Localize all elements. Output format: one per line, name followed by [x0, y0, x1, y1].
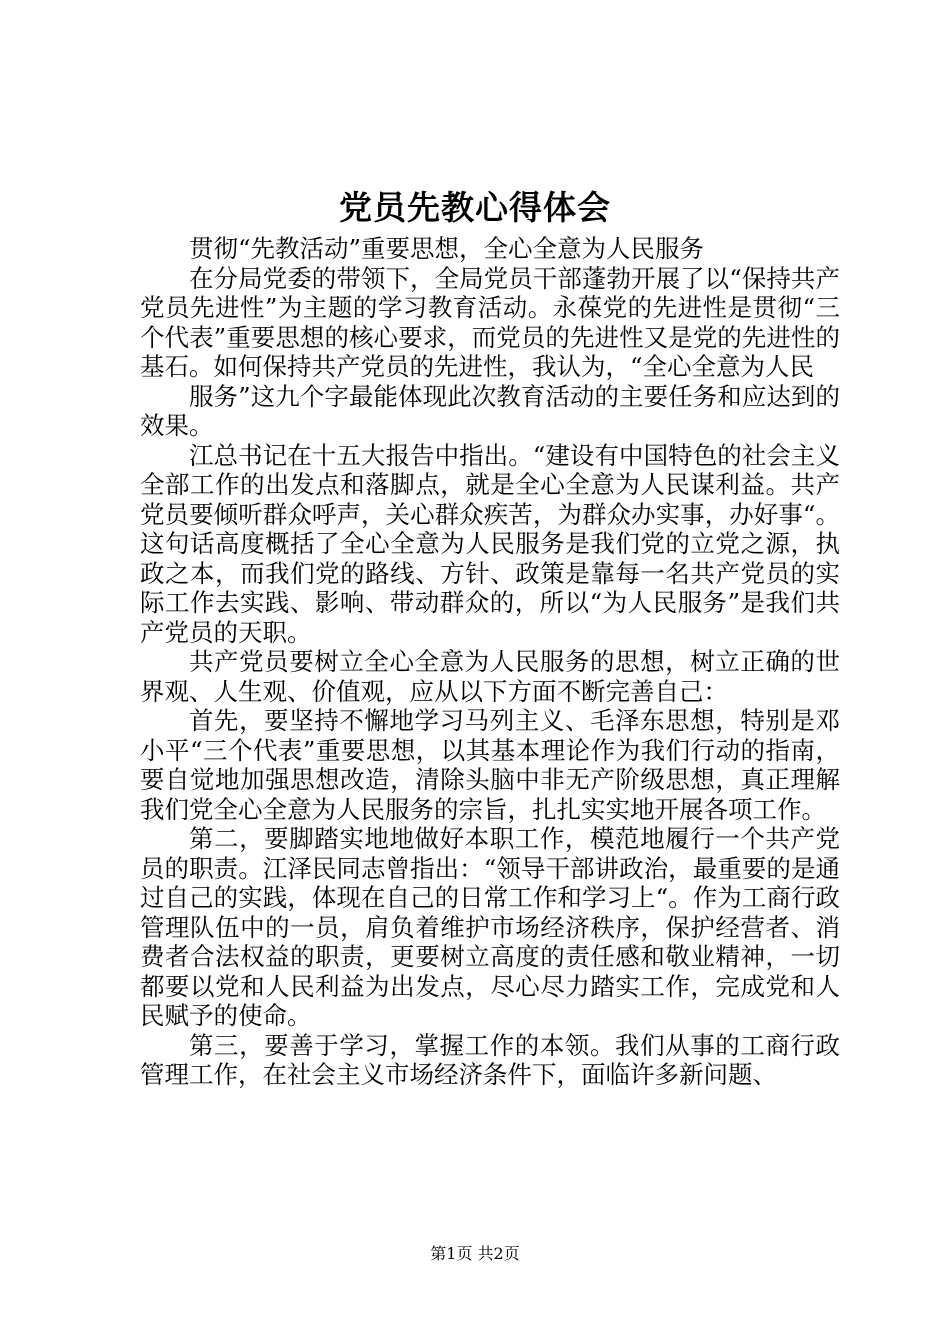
paragraph: 服务”这九个字最能体现此次教育活动的主要任务和应达到的效果。 [140, 381, 840, 440]
paragraph: 共产党员要树立全心全意为人民服务的思想，树立正确的世界观、人生观、价值观，应从以下方面不断完善自己： [140, 647, 840, 706]
document-body [140, 234, 840, 1090]
paragraph-subtitle: 贯彻“先教活动”重要思想，全心全意为人民服务 [189, 234, 705, 263]
paragraph: 第三，要善于学习，掌握工作的本领。我们从事的工商行政管理工作，在社会主义市场经济条件下，面临许多新问题、 [140, 1030, 840, 1089]
paragraph: 在分局党委的带领下，全局党员干部蓬勃开展了以“保持共产党员先进性”为主题的学习教育活动。永葆党的先进性是贯彻“三个代表”重要思想的核心要求，而党员的先进性又是党的先进性的基石。如何保持共产党员的先进性，我认为，“全心全意为人民 [140, 263, 840, 381]
paragraph: 第二，要脚踏实地地做好本职工作，模范地履行一个共产党员的职责。江泽民同志曾指出：“领导干部讲政治，最重要的是通过自己的实践，体现在自己的日常工作和学习上“。作为工商行政管理队伍中的一员，肩负着维护市场经济秩序，保护经营者、消费者合法权益的职责，更要树立高度的责任感和敬业精神，一切都要以党和人民利益为出发点，尽心尽力踏实工作，完成党和人民赋予的使命。 [140, 824, 840, 1030]
paragraph: 江总书记在十五大报告中指出。“建设有中国特色的社会主义全部工作的出发点和落脚点，就是全心全意为人民谋利益。共产党员要倾听群众呼声，关心群众疾苦，为群众办实事，办好事“。这句话高度概括了全心全意为人民服务是我们党的立党之源，执政之本，而我们党的路线、方针、政策是靠每一名共产党员的实际工作去实践、影响、带动群众的，所以“为人民服务”是我们共产党员的天职。 [140, 440, 840, 647]
paragraph: 首先，要坚持不懈地学习马列主义、毛泽东思想，特别是邓小平“三个代表”重要思想，以其基本理论作为我们行动的指南，要自觉地加强思想改造，清除头脑中非无产阶级思想，真正理解我们党全心全意为人民服务的宗旨，扎扎实实地开展各项工作。 [140, 706, 840, 824]
page-footer: 第1页 共2页 [430, 1244, 520, 1263]
document-title: 党员先教心得体会 [339, 188, 611, 227]
